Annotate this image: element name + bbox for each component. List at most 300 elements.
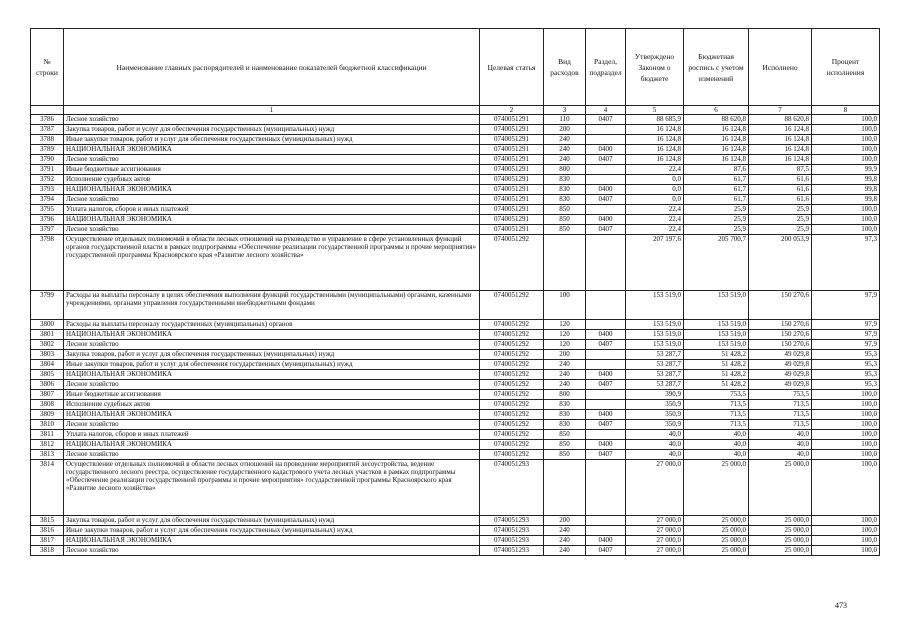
row-target: 0740051292 — [480, 330, 544, 340]
row-name: Осуществление отдельных полномочий в области лесных отношений на проведение мероприятий лесоустройства, ведение государственного лесного реестра, осуществление государственного кадастрового учета лесных участков в рамках подпрограммы «Обеспечение реализации государственной программы и прочие мероприятия» государственной программы Красноярского края «Развитие лесного хозяйства» — [64, 460, 480, 516]
row-number: 3810 — [31, 420, 64, 430]
row-percent: 100,0 — [812, 205, 880, 215]
row-percent: 100,0 — [812, 155, 880, 165]
row-budget: 153 519,0 — [684, 340, 749, 350]
row-kind: 120 — [544, 340, 586, 350]
table-row — [31, 460, 880, 516]
row-budget: 153 519,0 — [684, 320, 749, 330]
row-approved: 153 519,0 — [626, 291, 684, 320]
table-row — [31, 155, 880, 165]
table-row — [31, 195, 880, 205]
row-target: 0740051293 — [480, 526, 544, 536]
header-kind: Вид расходов — [544, 29, 586, 106]
row-percent: 100,0 — [812, 516, 880, 526]
row-budget: 205 700,7 — [684, 235, 749, 291]
row-budget: 61,7 — [684, 175, 749, 185]
row-section: 0400 — [586, 440, 626, 450]
row-approved: 22,4 — [626, 205, 684, 215]
row-name: Лесное хозяйство — [64, 340, 480, 350]
row-section: 0400 — [586, 370, 626, 380]
header-section: Раздел, подраздел — [586, 29, 626, 106]
row-target: 0740051291 — [480, 165, 544, 175]
row-name: Лесное хозяйство — [64, 380, 480, 390]
row-name: Иные закупки товаров, работ и услуг для обеспечения государственных (муниципальных) нужд — [64, 135, 480, 145]
row-percent: 100,0 — [812, 526, 880, 536]
table-row — [31, 350, 880, 360]
row-target: 0740051292 — [480, 235, 544, 291]
row-number: 3798 — [31, 235, 64, 291]
row-budget: 88 620,8 — [684, 115, 749, 125]
table-row — [31, 145, 880, 155]
row-budget: 51 428,2 — [684, 360, 749, 370]
row-section — [586, 516, 626, 526]
row-percent: 97,3 — [812, 235, 880, 291]
row-approved: 53 287,7 — [626, 370, 684, 380]
row-percent: 100,0 — [812, 410, 880, 420]
row-executed: 16 124,8 — [749, 125, 812, 135]
table-row — [31, 205, 880, 215]
row-section — [586, 526, 626, 536]
row-target: 0740051292 — [480, 320, 544, 330]
row-section — [586, 291, 626, 320]
row-percent: 100,0 — [812, 536, 880, 546]
row-section: 0400 — [586, 185, 626, 195]
row-percent: 99,8 — [812, 185, 880, 195]
header-num: № строки — [31, 29, 64, 106]
row-name: Иные бюджетные ассигнования — [64, 165, 480, 175]
table-row — [31, 430, 880, 440]
row-name: НАЦИОНАЛЬНАЯ ЭКОНОМИКА — [64, 440, 480, 450]
row-approved: 88 685,9 — [626, 115, 684, 125]
colnum: 4 — [586, 106, 626, 115]
row-executed: 40,0 — [749, 440, 812, 450]
row-executed: 25 000,0 — [749, 546, 812, 556]
row-name: Закупка товаров, работ и услуг для обеспечения государственных (муниципальных) нужд — [64, 125, 480, 135]
table-row — [31, 185, 880, 195]
row-number: 3794 — [31, 195, 64, 205]
row-section: 0407 — [586, 546, 626, 556]
row-budget: 753,5 — [684, 390, 749, 400]
row-kind: 240 — [544, 360, 586, 370]
row-percent: 100,0 — [812, 115, 880, 125]
row-target: 0740051291 — [480, 135, 544, 145]
table-row — [31, 360, 880, 370]
row-name: Закупка товаров, работ и услуг для обеспечения государственных (муниципальных) нужд — [64, 350, 480, 360]
row-executed: 25 000,0 — [749, 526, 812, 536]
row-executed: 200 053,9 — [749, 235, 812, 291]
row-percent: 100,0 — [812, 225, 880, 235]
row-section: 0407 — [586, 225, 626, 235]
table-row — [31, 516, 880, 526]
row-section — [586, 400, 626, 410]
row-approved: 0,0 — [626, 195, 684, 205]
row-name: НАЦИОНАЛЬНАЯ ЭКОНОМИКА — [64, 185, 480, 195]
row-kind: 120 — [544, 330, 586, 340]
table-row — [31, 135, 880, 145]
table-row — [31, 380, 880, 390]
row-section — [586, 235, 626, 291]
row-target: 0740051291 — [480, 195, 544, 205]
row-budget: 25 000,0 — [684, 546, 749, 556]
row-section — [586, 320, 626, 330]
row-section: 0400 — [586, 215, 626, 225]
row-target: 0740051292 — [480, 350, 544, 360]
row-percent: 99,8 — [812, 195, 880, 205]
row-budget: 51 428,2 — [684, 380, 749, 390]
row-number: 3818 — [31, 546, 64, 556]
row-executed: 40,0 — [749, 450, 812, 460]
row-kind: 850 — [544, 205, 586, 215]
table-row — [31, 420, 880, 430]
header-row — [31, 29, 880, 106]
colnum — [31, 106, 64, 115]
row-number: 3809 — [31, 410, 64, 420]
table-row — [31, 440, 880, 450]
row-budget: 51 428,2 — [684, 350, 749, 360]
row-section — [586, 125, 626, 135]
row-number: 3786 — [31, 115, 64, 125]
row-budget: 16 124,8 — [684, 145, 749, 155]
row-kind: 830 — [544, 410, 586, 420]
row-name: Иные бюджетные ассигнования — [64, 390, 480, 400]
row-number: 3807 — [31, 390, 64, 400]
row-executed: 150 270,6 — [749, 320, 812, 330]
table-row — [31, 400, 880, 410]
row-kind: 200 — [544, 125, 586, 135]
row-budget: 713,5 — [684, 420, 749, 430]
row-approved: 153 519,0 — [626, 340, 684, 350]
row-kind: 240 — [544, 145, 586, 155]
row-section — [586, 205, 626, 215]
row-section: 0407 — [586, 155, 626, 165]
row-executed: 25,9 — [749, 225, 812, 235]
row-target: 0740051292 — [480, 430, 544, 440]
row-target: 0740051291 — [480, 205, 544, 215]
table-row — [31, 390, 880, 400]
row-budget: 40,0 — [684, 450, 749, 460]
row-executed: 61,6 — [749, 195, 812, 205]
row-name: Лесное хозяйство — [64, 115, 480, 125]
row-target: 0740051291 — [480, 125, 544, 135]
row-budget: 40,0 — [684, 430, 749, 440]
row-target: 0740051291 — [480, 185, 544, 195]
row-approved: 27 000,0 — [626, 536, 684, 546]
row-name: Осуществление отдельных полномочий в области лесных отношений на руководство и управление в сфере установленных функций органов государственной власти в рамках подпрограммы «Обеспечение реализации государственной программы и прочие мероприятия» государственной программы Красноярского края «Развитие лесного хозяйства» — [64, 235, 480, 291]
row-target: 0740051291 — [480, 175, 544, 185]
row-approved: 53 287,7 — [626, 380, 684, 390]
row-kind: 100 — [544, 291, 586, 320]
row-section — [586, 390, 626, 400]
row-approved: 0,0 — [626, 185, 684, 195]
row-number: 3811 — [31, 430, 64, 440]
row-executed: 25 000,0 — [749, 516, 812, 526]
table-row — [31, 175, 880, 185]
row-section: 0400 — [586, 536, 626, 546]
row-percent: 100,0 — [812, 450, 880, 460]
table-row — [31, 410, 880, 420]
row-kind: 240 — [544, 380, 586, 390]
row-approved: 27 000,0 — [626, 546, 684, 556]
row-target: 0740051292 — [480, 390, 544, 400]
row-percent: 97,9 — [812, 320, 880, 330]
row-percent: 95,3 — [812, 350, 880, 360]
row-approved: 53 287,7 — [626, 360, 684, 370]
row-name: НАЦИОНАЛЬНАЯ ЭКОНОМИКА — [64, 370, 480, 380]
row-kind: 240 — [544, 155, 586, 165]
header-executed: Исполнено — [749, 29, 812, 106]
row-name: НАЦИОНАЛЬНАЯ ЭКОНОМИКА — [64, 145, 480, 155]
row-executed: 753,5 — [749, 390, 812, 400]
row-executed: 16 124,8 — [749, 155, 812, 165]
row-kind: 850 — [544, 215, 586, 225]
column-number-row — [31, 106, 880, 115]
row-number: 3797 — [31, 225, 64, 235]
row-percent: 100,0 — [812, 546, 880, 556]
row-target: 0740051291 — [480, 145, 544, 155]
colnum: 3 — [544, 106, 586, 115]
row-target: 0740051292 — [480, 440, 544, 450]
table-row — [31, 340, 880, 350]
row-kind: 200 — [544, 350, 586, 360]
row-section — [586, 165, 626, 175]
row-executed: 16 124,8 — [749, 145, 812, 155]
budget-table — [30, 28, 880, 556]
row-name: Закупка товаров, работ и услуг для обеспечения государственных (муниципальных) нужд — [64, 516, 480, 526]
row-target: 0740051291 — [480, 115, 544, 125]
colnum: 6 — [684, 106, 749, 115]
row-number: 3804 — [31, 360, 64, 370]
row-number: 3813 — [31, 450, 64, 460]
row-number: 3799 — [31, 291, 64, 320]
row-number: 3788 — [31, 135, 64, 145]
row-name: НАЦИОНАЛЬНАЯ ЭКОНОМИКА — [64, 330, 480, 340]
row-name: НАЦИОНАЛЬНАЯ ЭКОНОМИКА — [64, 536, 480, 546]
row-target: 0740051292 — [480, 370, 544, 380]
row-target: 0740051293 — [480, 516, 544, 526]
row-kind: 240 — [544, 370, 586, 380]
row-executed: 49 029,8 — [749, 350, 812, 360]
row-percent: 99,8 — [812, 175, 880, 185]
row-budget: 61,7 — [684, 185, 749, 195]
row-percent: 95,3 — [812, 380, 880, 390]
row-approved: 153 519,0 — [626, 320, 684, 330]
header-name: Наименование главных распорядителей и наименование показателей бюджетной классификации — [64, 29, 480, 106]
row-number: 3803 — [31, 350, 64, 360]
row-number: 3800 — [31, 320, 64, 330]
row-approved: 53 287,7 — [626, 350, 684, 360]
row-name: Лесное хозяйство — [64, 450, 480, 460]
row-approved: 350,9 — [626, 410, 684, 420]
row-section: 0400 — [586, 410, 626, 420]
table-row — [31, 235, 880, 291]
row-target: 0740051293 — [480, 460, 544, 516]
row-kind: 240 — [544, 135, 586, 145]
row-number: 3790 — [31, 155, 64, 165]
row-budget: 87,6 — [684, 165, 749, 175]
row-section — [586, 460, 626, 516]
row-executed: 25 000,0 — [749, 536, 812, 546]
row-percent: 99,9 — [812, 165, 880, 175]
row-section: 0407 — [586, 420, 626, 430]
row-approved: 40,0 — [626, 440, 684, 450]
row-executed: 40,0 — [749, 430, 812, 440]
row-budget: 713,5 — [684, 400, 749, 410]
page-number: 473 — [835, 601, 847, 610]
row-budget: 25 000,0 — [684, 460, 749, 516]
row-executed: 150 270,6 — [749, 340, 812, 350]
row-name: НАЦИОНАЛЬНАЯ ЭКОНОМИКА — [64, 410, 480, 420]
row-target: 0740051292 — [480, 410, 544, 420]
row-number: 3791 — [31, 165, 64, 175]
row-name: Иные закупки товаров, работ и услуг для обеспечения государственных (муниципальных) нужд — [64, 360, 480, 370]
row-kind: 200 — [544, 516, 586, 526]
row-executed: 61,6 — [749, 175, 812, 185]
row-kind: 830 — [544, 400, 586, 410]
row-number: 3792 — [31, 175, 64, 185]
row-budget: 61,7 — [684, 195, 749, 205]
row-target: 0740051291 — [480, 215, 544, 225]
row-budget: 25 000,0 — [684, 526, 749, 536]
row-number: 3805 — [31, 370, 64, 380]
row-percent: 100,0 — [812, 400, 880, 410]
row-name: Лесное хозяйство — [64, 225, 480, 235]
row-executed: 16 124,8 — [749, 135, 812, 145]
row-budget: 40,0 — [684, 440, 749, 450]
row-percent: 100,0 — [812, 390, 880, 400]
row-target: 0740051292 — [480, 380, 544, 390]
row-target: 0740051292 — [480, 340, 544, 350]
row-target: 0740051292 — [480, 400, 544, 410]
row-name: Расходы на выплаты персоналу государственных (муниципальных) органов — [64, 320, 480, 330]
row-percent: 97,9 — [812, 330, 880, 340]
row-approved: 16 124,8 — [626, 155, 684, 165]
row-target: 0740051291 — [480, 155, 544, 165]
row-number: 3789 — [31, 145, 64, 155]
colnum: 1 — [64, 106, 480, 115]
row-approved: 27 000,0 — [626, 460, 684, 516]
row-approved: 27 000,0 — [626, 516, 684, 526]
row-budget: 25,9 — [684, 225, 749, 235]
row-number: 3787 — [31, 125, 64, 135]
row-name: Исполнение судебных актов — [64, 175, 480, 185]
row-approved: 16 124,8 — [626, 145, 684, 155]
row-approved: 22,4 — [626, 215, 684, 225]
row-percent: 100,0 — [812, 215, 880, 225]
row-name: Расходы на выплаты персоналу в целях обеспечения выполнения функций государственными (муниципальными) органами, казенными учреждениями, органами управления государственными внебюджетными фондами — [64, 291, 480, 320]
colnum: 2 — [480, 106, 544, 115]
row-target: 0740051291 — [480, 225, 544, 235]
row-executed: 713,5 — [749, 420, 812, 430]
table-row — [31, 225, 880, 235]
row-kind: 830 — [544, 175, 586, 185]
header-target: Целевая статья — [480, 29, 544, 106]
row-target: 0740051292 — [480, 420, 544, 430]
row-executed: 150 270,6 — [749, 330, 812, 340]
row-number: 3815 — [31, 516, 64, 526]
row-kind: 850 — [544, 440, 586, 450]
row-percent: 100,0 — [812, 125, 880, 135]
row-kind: 850 — [544, 450, 586, 460]
row-budget: 16 124,8 — [684, 135, 749, 145]
row-name: Лесное хозяйство — [64, 155, 480, 165]
row-name: Уплата налогов, сборов и иных платежей — [64, 430, 480, 440]
row-target: 0740051292 — [480, 450, 544, 460]
row-name: Лесное хозяйство — [64, 195, 480, 205]
table-row — [31, 450, 880, 460]
row-section — [586, 175, 626, 185]
row-target: 0740051292 — [480, 360, 544, 370]
row-kind: 120 — [544, 320, 586, 330]
row-approved: 390,9 — [626, 390, 684, 400]
row-budget: 25 000,0 — [684, 516, 749, 526]
row-kind: 240 — [544, 526, 586, 536]
row-section: 0407 — [586, 450, 626, 460]
row-section: 0407 — [586, 195, 626, 205]
row-kind: 240 — [544, 536, 586, 546]
row-executed: 25,9 — [749, 205, 812, 215]
row-number: 3814 — [31, 460, 64, 516]
row-section: 0400 — [586, 330, 626, 340]
row-percent: 95,3 — [812, 360, 880, 370]
row-number: 3795 — [31, 205, 64, 215]
row-approved: 22,4 — [626, 165, 684, 175]
row-approved: 16 124,8 — [626, 135, 684, 145]
header-budget: Бюджетная роспись с учетом изменений — [684, 29, 749, 106]
row-number: 3812 — [31, 440, 64, 450]
row-approved: 27 000,0 — [626, 526, 684, 536]
row-executed: 25 000,0 — [749, 460, 812, 516]
row-kind: 830 — [544, 420, 586, 430]
row-executed: 88 620,8 — [749, 115, 812, 125]
row-percent: 100,0 — [812, 420, 880, 430]
row-kind: 110 — [544, 115, 586, 125]
row-executed: 61,6 — [749, 185, 812, 195]
row-budget: 25 000,0 — [684, 536, 749, 546]
row-number: 3806 — [31, 380, 64, 390]
row-name: Лесное хозяйство — [64, 420, 480, 430]
row-budget: 153 519,0 — [684, 291, 749, 320]
row-percent: 100,0 — [812, 145, 880, 155]
row-executed: 713,5 — [749, 410, 812, 420]
row-budget: 51 428,2 — [684, 370, 749, 380]
row-budget: 25,9 — [684, 215, 749, 225]
row-kind — [544, 235, 586, 291]
row-approved: 153 519,0 — [626, 330, 684, 340]
row-kind: 800 — [544, 390, 586, 400]
row-budget: 153 519,0 — [684, 330, 749, 340]
table-row — [31, 546, 880, 556]
table-body — [31, 115, 880, 556]
colnum: 7 — [749, 106, 812, 115]
row-section — [586, 135, 626, 145]
table-row — [31, 370, 880, 380]
table-row — [31, 320, 880, 330]
header-approved: Утверждено Законом о бюджете — [626, 29, 684, 106]
row-name: Лесное хозяйство — [64, 546, 480, 556]
table-row — [31, 330, 880, 340]
table-row — [31, 536, 880, 546]
row-percent: 97,9 — [812, 291, 880, 320]
row-approved: 350,9 — [626, 400, 684, 410]
row-number: 3808 — [31, 400, 64, 410]
header-percent: Процент исполнения — [812, 29, 880, 106]
row-number: 3801 — [31, 330, 64, 340]
row-kind: 850 — [544, 430, 586, 440]
row-budget: 25,9 — [684, 205, 749, 215]
row-target: 0740051293 — [480, 536, 544, 546]
row-kind: 240 — [544, 546, 586, 556]
row-executed: 49 029,8 — [749, 370, 812, 380]
